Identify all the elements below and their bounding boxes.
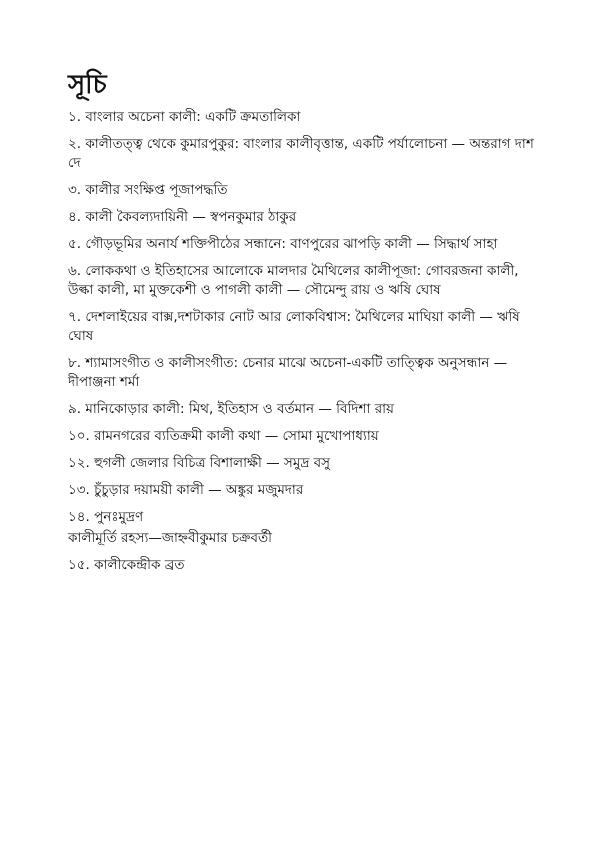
toc-entry: কালীমূর্তি রহস্য—জাহ্নবীকুমার চক্রবর্তী [68, 530, 272, 546]
toc-entry: ৩. কালীর সংক্ষিপ্ত পূজাপদ্ধতি [68, 182, 228, 198]
toc-entry: ১৪. পুনঃমুদ্রণ [68, 509, 144, 525]
table-of-contents [68, 108, 535, 575]
toc-entry: ১. বাংলার অচেনা কালী: একটি ক্রমতালিকা [68, 109, 301, 125]
toc-entry: ৯. মানিকোড়ার কালী: মিথ, ইতিহাস ও বর্তমান — বিদিশা রায় [68, 401, 395, 417]
toc-entry: ৮. শ্যামাসংগীত ও কালীসংগীত: চেনার মাঝে অচেনা-একটি তাত্ত্বিক অনুসন্ধান — দীপাঞ্জনা শর্মা [68, 355, 508, 390]
toc-entry: ২. কালীতত্ত্ব থেকে কুমারপুকুর: বাংলার কালীবৃত্তান্ত, একটি পর্যালোচনা — অন্তরাগ দাশ দে [68, 136, 534, 171]
toc-entry: ৪. কালী কৈবল্যদায়িনী — স্বপনকুমার ঠাকুর [68, 209, 297, 225]
toc-entry: ১০. রামনগরের ব্যতিক্রমী কালী কথা — সোমা মুখোপাধ্যায় [68, 428, 379, 444]
toc-entry: ৭. দেশলাইয়ের বাক্স,দশটাকার নোট আর লোকবিশ্বাস: মৈথিলের মাঘিয়া কালী — ঋষি ঘোষ [68, 309, 520, 344]
toc-entry: ১৩. চুঁচুড়ার দয়াময়ী কালী — অঙ্কুর মজুমদার [68, 482, 304, 498]
toc-entry: ১২. হুগলী জেলার বিচিত্র বিশালাক্ষী — সমুদ্র বসু [68, 455, 331, 471]
toc-entry: ৬. লোককথা ও ইতিহাসের আলোকে মালদার মৈথিলের কালীপূজা: গোবরজনা কালী, উল্কা কালী, মা মুক্তকেশী ও পাগলী কালী — সৌমেন্দু রায় ও ঋষি ঘোষ [68, 263, 519, 298]
toc-entry: ১৫. কালীকেন্দ্রীক ব্রত [68, 557, 185, 573]
toc-entry: ৫. গৌড়ভূমির অনার্য শক্তিপীঠের সন্ধানে: বাণপুরের ঝাপড়ি কালী — সিদ্ধার্থ সাহা [68, 236, 498, 252]
page-title: সূচি [68, 70, 107, 100]
